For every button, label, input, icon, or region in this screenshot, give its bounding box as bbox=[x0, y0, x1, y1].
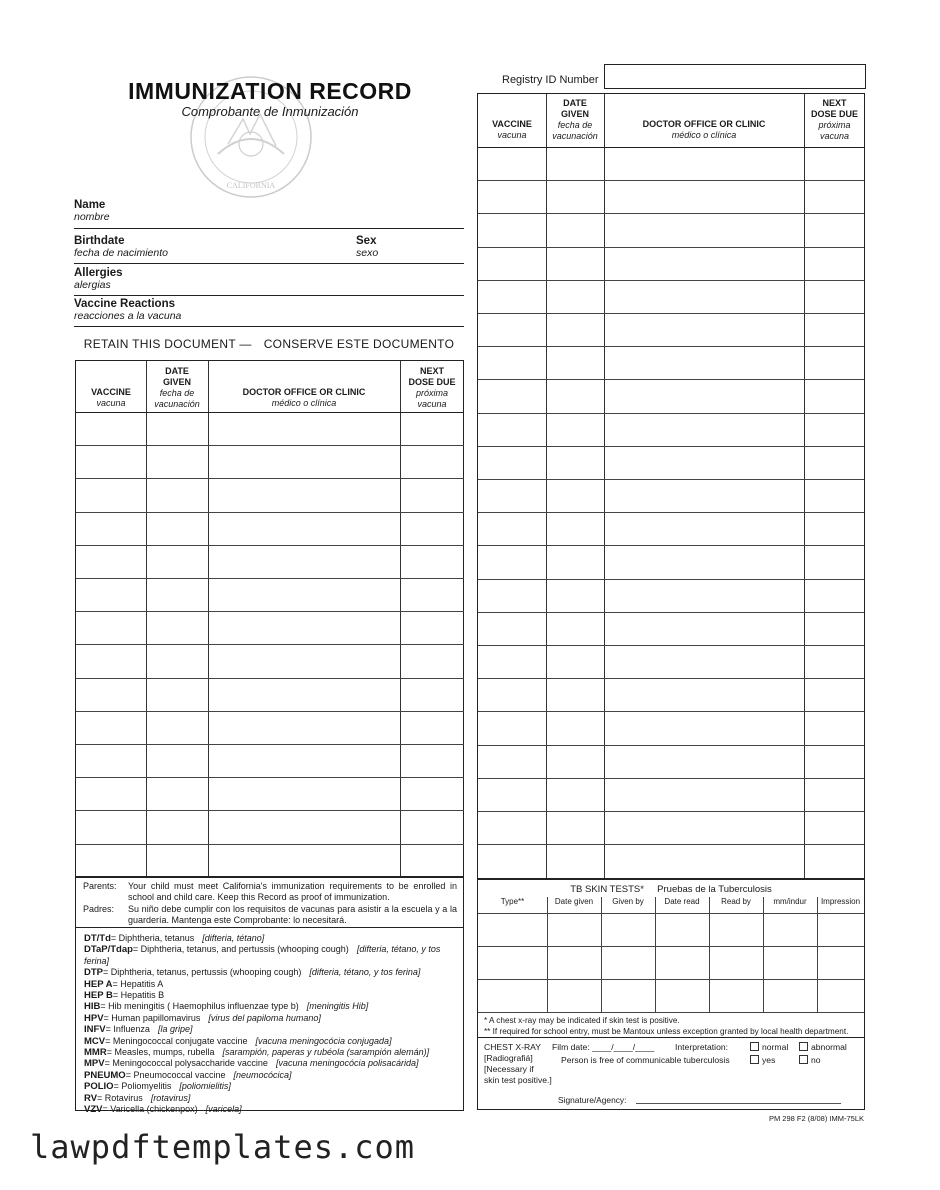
table-row[interactable] bbox=[76, 512, 464, 513]
table-row[interactable] bbox=[478, 280, 864, 281]
table-row[interactable] bbox=[478, 512, 864, 513]
table-row[interactable] bbox=[478, 1012, 864, 1013]
abbreviation-item: DTaP/Tdap= Diphtheria, tetanus, and pertussis (whooping cough) [difteria, tétano, y tos ferina] bbox=[84, 944, 441, 966]
table-row[interactable] bbox=[478, 545, 864, 546]
abbreviation-item: RV= Rotavirus [rotavirus] bbox=[84, 1092, 191, 1104]
interpretation-label: Interpretation: bbox=[675, 1042, 729, 1052]
abbreviation-item: MMR= Measles, mumps, rubella [sarampión, paperas y rubéola (sarampión alemán)] bbox=[84, 1047, 430, 1059]
abbreviation-item: POLIO= Poliomyelitis [poliomielitis] bbox=[84, 1081, 231, 1093]
table-row[interactable] bbox=[76, 744, 464, 745]
abbreviation-item: MPV= Meningococcal polysaccharide vaccine [vacuna meningocócia polisacárida] bbox=[84, 1058, 419, 1070]
reactions-sublabel: reacciones a la vacuna bbox=[74, 310, 182, 322]
table-row[interactable] bbox=[478, 711, 864, 712]
film-date-field[interactable]: Film date: ____/____/____ bbox=[552, 1042, 655, 1052]
table-row[interactable] bbox=[76, 844, 464, 845]
table-row[interactable] bbox=[76, 711, 464, 712]
r-next-col-header: NEXT DOSE DUE próxima vacuna bbox=[810, 98, 858, 141]
name-field[interactable] bbox=[74, 199, 464, 229]
tb-free-label: Person is free of communicable tuberculosis bbox=[561, 1055, 730, 1065]
retain-es: CONSERVE ESTE DOCUMENTO bbox=[263, 337, 455, 351]
form-id: PM 298 F2 (8/08) IMM-75LK bbox=[768, 1114, 864, 1123]
left-vaccine-table bbox=[75, 360, 464, 878]
table-row[interactable] bbox=[478, 313, 864, 314]
abbreviation-item: DTP= Diphtheria, tetanus, pertussis (whooping cough) [difteria, tétano, y tos ferina] bbox=[84, 967, 421, 979]
abbreviation-item: HEP B= Hepatitis B bbox=[84, 990, 165, 1002]
sex-sublabel: sexo bbox=[356, 247, 379, 259]
no-checkbox[interactable]: no bbox=[799, 1055, 821, 1066]
abbreviation-item: INFV= Influenza [la gripe] bbox=[84, 1024, 193, 1036]
watermark: lawpdftemplates.com bbox=[30, 1128, 416, 1166]
table-row[interactable] bbox=[478, 913, 864, 914]
record-subtitle: Comprobante de Inmunización bbox=[181, 104, 359, 119]
tb-col-header: Date given bbox=[554, 897, 594, 906]
table-row[interactable] bbox=[478, 979, 864, 980]
parents-notice: Parents: Your child must meet California's immunization requirements to be enrolled in school and child care. Keep this Record as proof of immunization. Padres: Su niño debe cumplir con los requisitos de vacunas para asistir a la escuela y a la guardería. Mantenga este Comprobante: lo necesitará. bbox=[83, 881, 457, 926]
yes-checkbox[interactable]: yes bbox=[750, 1055, 775, 1066]
tb-notes: * A chest x-ray may be indicated if skin test is positive. ** If required for school entry, must be Mantoux unless exception granted by local health department. bbox=[484, 1016, 849, 1037]
tb-col-header: Given by bbox=[612, 897, 644, 906]
table-row[interactable] bbox=[478, 379, 864, 380]
abbreviation-item: HEP A= Hepatitis A bbox=[84, 978, 164, 990]
allergies-label: Allergies bbox=[74, 267, 123, 279]
signature-line[interactable] bbox=[636, 1103, 841, 1104]
name-label: Name bbox=[74, 199, 106, 211]
table-row[interactable] bbox=[76, 777, 464, 778]
table-row[interactable] bbox=[76, 678, 464, 679]
name-sublabel: nombre bbox=[74, 211, 110, 223]
table-row[interactable] bbox=[76, 611, 464, 612]
tb-col-header: Type** bbox=[500, 897, 525, 906]
table-row[interactable] bbox=[478, 180, 864, 181]
notice-box bbox=[75, 876, 464, 1116]
birthdate-sublabel: fecha de nacimiento bbox=[74, 247, 168, 259]
tb-title: TB SKIN TESTS* Pruebas de la Tuberculosis bbox=[570, 884, 772, 895]
r-vaccine-col-header: VACCINE vacuna bbox=[492, 119, 532, 140]
tb-box bbox=[477, 878, 865, 1110]
abbreviation-item: PNEUMO= Pneumococcal vaccine [neumocócica] bbox=[84, 1069, 292, 1081]
table-row[interactable] bbox=[76, 445, 464, 446]
record-title-overlay: IMMUNIZATION RECORD bbox=[128, 78, 412, 104]
table-row[interactable] bbox=[478, 247, 864, 248]
retain-en: RETAIN THIS DOCUMENT — bbox=[83, 337, 252, 351]
table-row[interactable] bbox=[76, 478, 464, 479]
table-row[interactable] bbox=[478, 678, 864, 679]
table-row[interactable] bbox=[478, 811, 864, 812]
birthdate-label: Birthdate bbox=[74, 235, 125, 247]
registry-id-input[interactable] bbox=[604, 64, 866, 89]
vaccine-col-header: VACCINE vacuna bbox=[91, 387, 131, 408]
retain-notice bbox=[74, 337, 464, 351]
table-row[interactable] bbox=[76, 644, 464, 645]
table-row[interactable] bbox=[478, 479, 864, 480]
table-row[interactable] bbox=[76, 578, 464, 579]
tb-col-header: Impression bbox=[820, 897, 861, 906]
table-row[interactable] bbox=[76, 810, 464, 811]
reactions-label: Vaccine Reactions bbox=[74, 298, 175, 310]
birthdate-field[interactable] bbox=[74, 235, 464, 264]
tb-col-header: Date read bbox=[664, 897, 700, 906]
table-row[interactable] bbox=[478, 612, 864, 613]
abnormal-checkbox[interactable]: abnormal bbox=[799, 1042, 847, 1053]
date-col-header: DATE GIVEN fecha de vacunación bbox=[154, 366, 200, 409]
table-row[interactable] bbox=[76, 545, 464, 546]
table-row[interactable] bbox=[478, 213, 864, 214]
seal-text: CALIFORNIA bbox=[226, 181, 276, 190]
abbreviation-item: HPV= Human papillomavirus [virus del papiloma humano] bbox=[84, 1012, 321, 1024]
right-vaccine-table bbox=[477, 93, 865, 880]
abbreviation-item: VZV= Varicella (chickenpox) [varicela] bbox=[84, 1104, 242, 1116]
table-row[interactable] bbox=[478, 645, 864, 646]
table-row[interactable] bbox=[478, 346, 864, 347]
doctor-col-header: DOCTOR OFFICE OR CLINIC médico o clínica bbox=[242, 387, 366, 408]
table-row[interactable] bbox=[478, 446, 864, 447]
abbreviation-item: HIB= Hib meningitis ( Haemophilus influenzae type b) [meningitis Hib] bbox=[84, 1001, 369, 1013]
table-row[interactable] bbox=[478, 413, 864, 414]
table-row[interactable] bbox=[478, 946, 864, 947]
table-row[interactable] bbox=[478, 844, 864, 845]
sex-field[interactable] bbox=[356, 235, 378, 259]
tb-grid bbox=[478, 897, 864, 1012]
next-col-header: NEXT DOSE DUE próxima vacuna bbox=[408, 366, 456, 409]
reactions-field[interactable] bbox=[74, 298, 464, 327]
r-date-col-header: DATE GIVEN fecha de vacunación bbox=[552, 98, 598, 141]
registry-label: Registry ID Number bbox=[502, 74, 599, 86]
abbreviation-list bbox=[84, 933, 458, 1116]
allergies-sublabel: alergias bbox=[74, 279, 111, 291]
allergies-field[interactable] bbox=[74, 267, 464, 296]
sex-label: Sex bbox=[356, 235, 377, 247]
tb-col-header: Read by bbox=[721, 897, 751, 906]
xray-label-block: CHEST X-RAY [Radiografiá] [Necessary if skin test positive.] bbox=[484, 1042, 552, 1085]
table-row[interactable] bbox=[478, 745, 864, 746]
table-row[interactable] bbox=[478, 579, 864, 580]
r-doctor-col-header: DOCTOR OFFICE OR CLINIC médico o clínica bbox=[642, 119, 766, 140]
abbreviation-item: DT/Td= Diphtheria, tetanus [difteria, tétano] bbox=[84, 933, 265, 944]
table-row[interactable] bbox=[478, 778, 864, 779]
signature-label: Signature/Agency: bbox=[558, 1095, 627, 1105]
abbreviation-item: MCV= Meningococcal conjugate vaccine [vacuna meningocócia conjugada] bbox=[84, 1035, 392, 1047]
normal-checkbox[interactable]: normal bbox=[750, 1042, 788, 1053]
tb-col-header: mm/indur bbox=[773, 897, 807, 906]
